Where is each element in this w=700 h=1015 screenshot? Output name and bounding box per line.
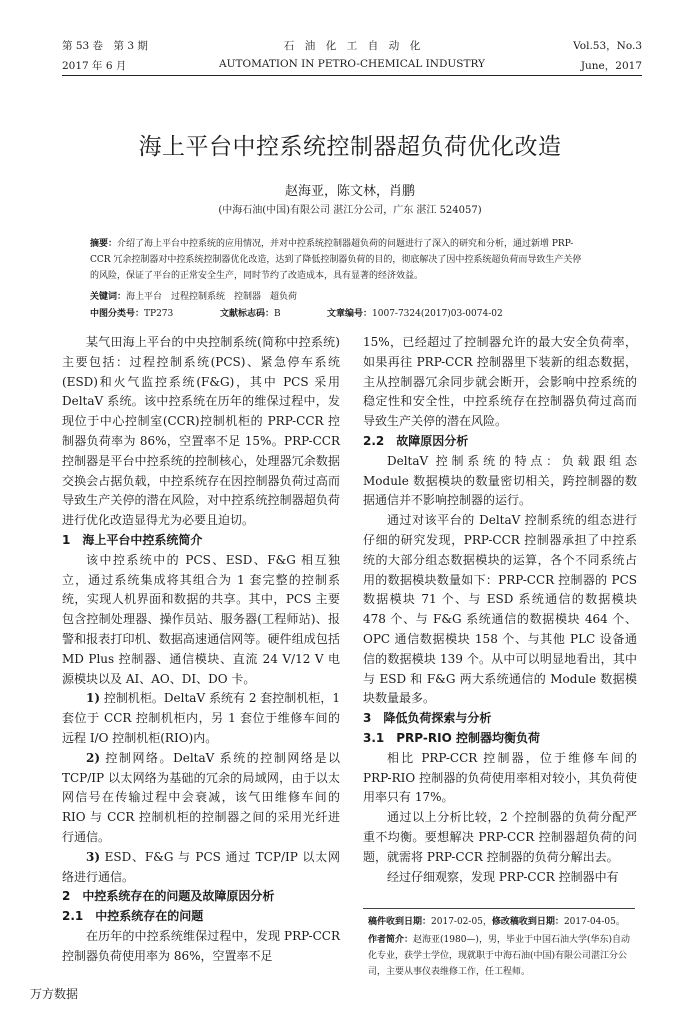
deltav-paragraph: DeltaV 控制系统的特点：负载跟组态 Module 数据模块的数量密切相关，跨控制器的数据通信并不影响控制器的运行。 <box>363 453 637 508</box>
section-3-heading: 3 降低负荷探索与分析 <box>363 711 492 726</box>
issue-number: 第 53 卷 第 3 期 <box>62 40 148 52</box>
affiliation: (中海石油(中国)有限公司 湛江分公司，广东 湛江 524057) <box>218 205 482 216</box>
article-number: 文章编号：1007-7324(2017)03-0074-02 <box>327 309 503 319</box>
rio-load-paragraph: 相比 PRP-CCR 控制器，位于维修车间的 PRP-RIO 控制器的负荷使用率相对较小，其负荷使用率只有 17%。 <box>363 750 637 805</box>
publication-date-cn: 2017 年 6 月 <box>62 60 127 72</box>
module-count-paragraph: 通过对该平台的 DeltaV 控制系统的组态进行仔细的研究发现，PRP-CCR 控制器承担了中控系统的大部分组态数据模块的运算，各个不同系统占用的数据模块数量如下：PRP-CCR 控制器的 PCS 数据模块 71 个、与 ESD 系统通信的数据模块 478 个、与 F&G 系统通信的数据模块 464 个、OPC 通信数据模块 158 个、与其他 PLC 设备通信的数据模块 139 个。从中可以明显地看出，其中与 ESD 和 F&G 两大系统通信的 Module 数据模块数量最多。 <box>363 513 637 706</box>
item-2-paragraph: 2) 控制网络。DeltaV 系统的控制网络是以 TCP/IP 以太网络为基础的冗余的局域网，由于以太网信号在传输过程中会衰减，该气田维修车间的 RIO 与 CCR 控制机柜的控制器之间的采用光纤进行通信。 <box>62 750 340 844</box>
author-bio: 作者简介：赵海亚(1980—)，男，毕业于中国石油大学(华东)自动化专业，获学士学位，现就职于中海石油(中国)有限公司湛江分公司，主要从事仪表维修工作，任工程师。 <box>368 935 630 977</box>
clc-number: 中图分类号：TP273 <box>90 309 174 319</box>
continued-paragraph: 15%，已经超过了控制器允许的最大安全负荷率，如果再往 PRP-CCR 控制器里下装新的组态数据，主从控制器冗余同步就会断开，会影响中控系统的稳定性和安全性，中控系统存在控制器负荷过高而导致生产关停的潜在风险。 <box>363 335 637 429</box>
abstract <box>90 236 630 284</box>
journal-title-en: AUTOMATION IN PETRO-CHEMICAL INDUSTRY <box>219 58 485 70</box>
section-1-paragraph: 该中控系统中的 PCS、ESD、F&G 相互独立，通过系统集成将其组合为 1 套完整的控制系统，实现人机界面和数据的共享。其中，PCS 主要包含控制处理器、操作员站、服务器(工程师站)、报警和报表打印机、数据高速通信网等。硬件组成包括 MD Plus 控制器、通信模块、直流 24 V/12 V 电源模块以及 AI、AO、DI、DO 卡。 <box>62 552 340 686</box>
footnote-rule <box>363 908 635 909</box>
header-rule <box>62 75 642 76</box>
intro-paragraph: 某气田海上平台的中央控制系统(简称中控系统)主要包括：过程控制系统(PCS)、紧急停车系统(ESD)和火气监控系统(F&G)，其中 PCS 采用 DeltaV 系统。该中控系统在历年的维保过程中，发现位于中心控制室(CCR)控制机柜的 PRP-CCR 控制器负荷率为 86%，空置率不足 15%。PRP-CCR 控制器是平台中控系统的控制核心，处理器冗余数据交换会占据负载，中控系统存在因控制器负荷过高而导致生产关停的潜在风险，对中控系统控制器超负荷进行优化改造显得尤为必要且迫切。 <box>62 335 340 528</box>
section-1-heading: 1 海上平台中控系统简介 <box>62 532 203 547</box>
received-dates: 稿件收到日期：2017-02-05，修改稿收到日期：2017-04-05。 <box>368 917 625 927</box>
footer-source: 万方数据 <box>30 987 79 1001</box>
publication-date-en: June，2017 <box>580 60 642 72</box>
paper-title: 海上平台中控系统控制器超负荷优化改造 <box>138 134 562 160</box>
authors: 赵海亚，陈文林，肖鹏 <box>284 184 415 199</box>
section-2-1-paragraph: 在历年的中控系统维保过程中，发现 PRP-CCR 控制器负荷使用率为 86%，空置率不足 <box>62 928 340 963</box>
volume-number: Vol.53，No.3 <box>573 40 642 52</box>
abstract-line-3: 的风险，保证了平台的正常安全生产，同时节约了改造成本，具有显著的经济效益。 <box>90 271 424 281</box>
section-2-1-heading: 2.1 中控系统存在的问题 <box>62 909 204 924</box>
left-column <box>62 333 340 967</box>
abstract-label: 摘要： <box>90 239 118 249</box>
item-1-paragraph: 1) 控制机柜。DeltaV 系统有 2 套控制机柜，1 套位于 CCR 控制机柜内，另 1 套位于维修车间的远程 I/O 控制机柜(RIO)内。 <box>62 691 340 745</box>
item-3-paragraph: 3) ESD、F&G 与 PCS 通过 TCP/IP 以太网络进行通信。 <box>62 849 340 884</box>
keywords <box>90 289 630 302</box>
document-code: 文献标志码：B <box>220 309 281 319</box>
abstract-line-2: CCR 冗余控制器对中控系统控制器优化改造，达到了降低控制器负荷的目的，彻底解决了因中控系统超负荷而导致生产关停 <box>90 255 582 265</box>
observation-paragraph: 经过仔细观察，发现 PRP-CCR 控制器中有 <box>387 869 619 884</box>
imbalance-paragraph: 通过以上分析比较，2 个控制器的负荷分配严重不均衡。要想解决 PRP-CCR 控制器超负荷的问题，就需将 PRP-CCR 控制器的负荷分解出去。 <box>363 810 637 864</box>
keywords-text: 海上平台 过程控制系统 控制器 超负荷 <box>126 292 298 302</box>
journal-title-cn: 石 油 化 工 自 动 化 <box>283 40 421 52</box>
section-2-heading: 2 中控系统存在的问题及故障原因分析 <box>62 889 275 904</box>
right-column <box>363 333 637 887</box>
keywords-label: 关键词： <box>90 292 127 302</box>
abstract-line-1: 介绍了海上平台中控系统的应用情况，并对中控系统控制器超负荷的问题进行了深入的研究和分析，通过新增 PRP- <box>117 239 574 249</box>
section-3-1-heading: 3.1 PRP-RIO 控制器均衡负荷 <box>363 730 540 745</box>
section-2-2-heading: 2.2 故障原因分析 <box>363 433 469 448</box>
